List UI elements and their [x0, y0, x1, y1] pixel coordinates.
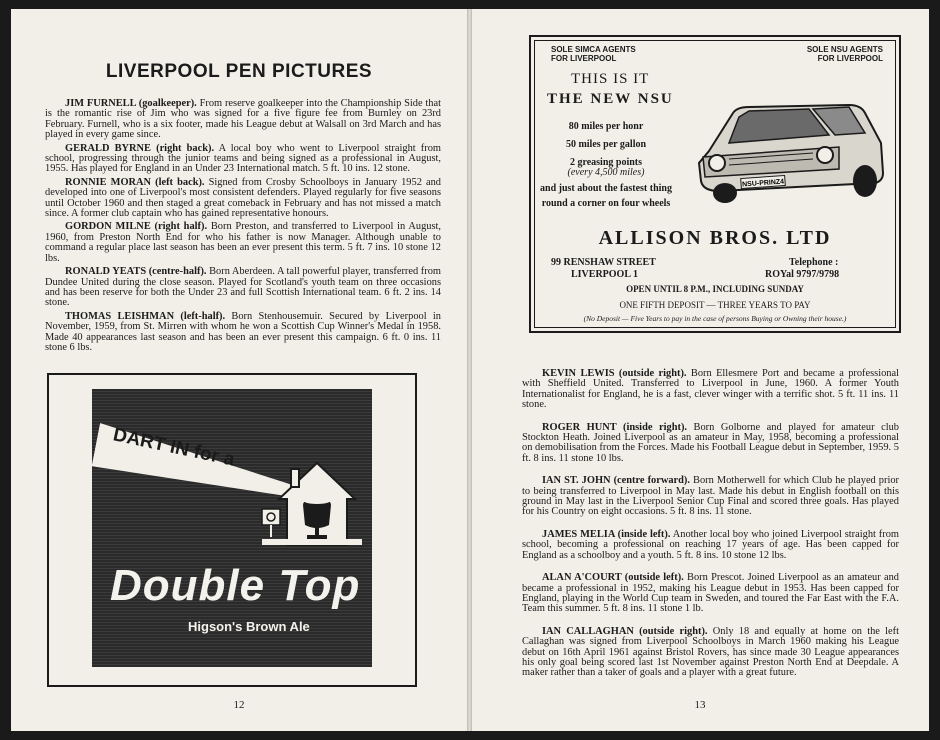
dartboard-sign-icon [260, 507, 282, 537]
bio-text: Born Stenhousemuir. Secured by Liverpool in November, 1959, from St. Mirren with whom he won a Scottish Cup Winner's Medal in 1958. Made 40 appearances last season and has been an ever present this campaign. 6 ft. 0 ins. 11 stone 6 lbs. [45, 310, 441, 353]
bio-name: IAN CALLAGHAN (outside right). [542, 625, 708, 637]
agents-line: FOR LIVERPOOL [817, 53, 883, 63]
advert-headline-model: THE NEW NSU [547, 91, 674, 107]
bio-james-melia [522, 530, 899, 561]
bio-alan-acourt [522, 573, 899, 615]
agents-line: FOR LIVERPOOL [551, 53, 617, 63]
opening-hours: OPEN UNTIL 8 P.M., INCLUDING SUNDAY [626, 284, 804, 294]
spec-speed: 80 miles per honr [568, 121, 644, 132]
bio-text: From reserve goalkeeper into the Championship Side that is the romantic rise of Jim who was signed for a five figure fee from Burnley on 23rd February. Furnell, who is a six footer, made his League debut at Walsall on 3rd March and has played in every game since. [45, 98, 441, 141]
bio-name: JAMES MELIA (inside left). [542, 528, 671, 540]
bio-jim-furnell [45, 99, 441, 141]
left-page [11, 9, 467, 731]
bio-name: THOMAS LEISHMAN (left-half). [65, 310, 226, 322]
telephone-label: Telephone : [789, 257, 839, 268]
advert-panel [92, 389, 372, 667]
page-title: LIVERPOOL PEN PICTURES [105, 61, 373, 82]
bio-text: Only 18 and equally at home on the left Callaghan was signed from Liverpool Schoolboys in March 1960 making his League debut on 16th April 1961 against Bristol Rovers, has since made 30 League appearances his only goal being scored last 1st November against Preston North End at Deepdale. A maker rather than a taker of goals and a player with a great future. [522, 625, 899, 679]
bio-name: KEVIN LEWIS (outside right). [542, 368, 687, 379]
page-number: 12 [233, 699, 245, 711]
agents-line: SOLE SIMCA AGENTS [551, 45, 636, 54]
bio-text: Signed from Crosby Schoolboys in January 1952 and developed into one of Liverpool's most consistent defenders. Played regularly for five seasons until October 1960 and then staged a great comeback in February and has not missed a match since. A former club captain who has gained representative honours. [45, 176, 441, 220]
number-plate: NSU-PRINZ4 [741, 178, 785, 189]
bio-text: Born Prescot. Joined Liverpool as an amateur and became a professional in 1952, making his League debut in 1953. Has been capped for England, playing in the World Cup team in Sweden, and toured the Far East with the F.A. Team this summer. 5 ft. 8 ins. 11 stone 1 lb. [522, 572, 899, 615]
double-top-advert [47, 373, 417, 687]
bio-kevin-lewis [522, 369, 899, 411]
bio-text: Born Motherwell for which Club he played prior to being transferred to Liverpool in May last. Made his debut in English football on this ground in May last in the Liverpool Senior Cup Final and scored three goals. Has played for his Country on eight occasions. 5 ft. 8 ins. 11 stone. [522, 475, 899, 518]
nsu-agents-label [807, 46, 883, 63]
brand-subtitle: Higson's Brown Ale [188, 619, 310, 634]
nsu-car-icon [689, 73, 889, 209]
bio-gerald-byrne [45, 144, 441, 175]
agents-line: SOLE NSU AGENTS [806, 45, 883, 54]
bio-name: RONNIE MORAN (left back). [65, 176, 205, 188]
spec-greasing: 2 greasing points [569, 157, 643, 168]
spec-tagline-1: and just about the fastest thing [540, 183, 672, 194]
right-bios [522, 369, 899, 691]
dealer-address-city: LIVERPOOL 1 [571, 269, 638, 280]
nsu-car-advert [529, 35, 901, 333]
right-page [472, 9, 929, 731]
bio-thomas-leishman [45, 312, 441, 354]
deposit-note: (No Deposit — Five Years to pay in the case of persons Buying or Owning their house.) [583, 314, 847, 323]
bio-gordon-milne [45, 222, 441, 264]
pub-house-icon [277, 459, 357, 549]
bio-name: GORDON MILNE (right half). [65, 221, 208, 233]
bio-text: A local boy who went to Liverpool straight from school, progressing through the junior teams and being signed as a professional in August, 1955. Has played for England in an Under 23 International match. 5 ft. 10 ins. 12 stone. [45, 142, 442, 175]
spec-note: (every 4,500 miles) [567, 167, 645, 178]
bio-ian-callaghan [522, 627, 899, 679]
advert-slogan: DART IN for a [111, 424, 237, 471]
bio-name: ROGER HUNT (inside right). [542, 421, 687, 433]
bio-text: Born Golborne and played for amateur club Stockton Heath. Joined Liverpool as an amateur in May, 1958, becoming a professional on demobilisation from the Forces. Made his Football League debut in September, 1959. 5 ft. 8 ins. 11 stone 10 lbs. [522, 421, 899, 464]
telephone-number: ROYal 9797/9798 [765, 269, 840, 280]
dealer-address-street: 99 RENSHAW STREET [551, 257, 656, 268]
bio-name: RONALD YEATS (centre-half). [65, 266, 207, 278]
simca-agents-label [551, 46, 636, 63]
bio-text: Born Ellesmere Port and became a professional with Sheffield United. Transferred to Liverpool in June, 1960. A former Youth Internationalist for England, he is a fast, clever winger with a terrific shot. 5 ft. 11 ins. 11 stone. [522, 368, 899, 411]
bio-name: ALAN A'COURT (outside left). [542, 572, 684, 584]
bio-text: Born Preston, and transferred to Liverpool in August, 1960, from Preston North End for who his father is now Manager. Although unable to command a regular place last season has been an ever present this term. 5 ft. 7 ins. 10 stone 12 lbs. [45, 221, 441, 264]
dealer-name: ALLISON BROS. LTD [598, 227, 832, 249]
bio-text: Born Aberdeen. A tall powerful player, transferred from Dundee United during the close season. Played for Scotland's youth team on three occasions and has been reserve for both the Under 23 and full Scottish International team. 6 ft. 2 ins. 14 stone. [45, 266, 441, 309]
bio-ronnie-moran [45, 178, 441, 220]
spec-economy: 50 miles per gallon [565, 139, 647, 150]
bio-ian-st-john [522, 476, 899, 518]
bio-name: JIM FURNELL (goalkeeper). [65, 98, 197, 109]
bio-text: Another local boy who joined Liverpool straight from school, becoming a professional on reaching 17 years of age. Has been capped for England as a schoolboy and a youth. 5 ft. 8 ins. 10 stone 12 lbs. [522, 528, 899, 561]
page-number: 13 [694, 699, 706, 711]
shelf-divider [262, 539, 362, 545]
bio-name: IAN ST. JOHN (centre forward). [542, 475, 690, 487]
bio-ronald-yeats [45, 267, 441, 309]
deposit-terms: ONE FIFTH DEPOSIT — THREE YEARS TO PAY [619, 300, 811, 310]
brand-name: Double Top [110, 561, 361, 610]
advert-headline: THIS IS IT [571, 71, 650, 87]
left-bios [45, 99, 441, 356]
bio-roger-hunt [522, 423, 899, 465]
spec-tagline-2: round a corner on four wheels [541, 198, 671, 209]
bio-name: GERALD BYRNE (right back). [65, 142, 215, 154]
